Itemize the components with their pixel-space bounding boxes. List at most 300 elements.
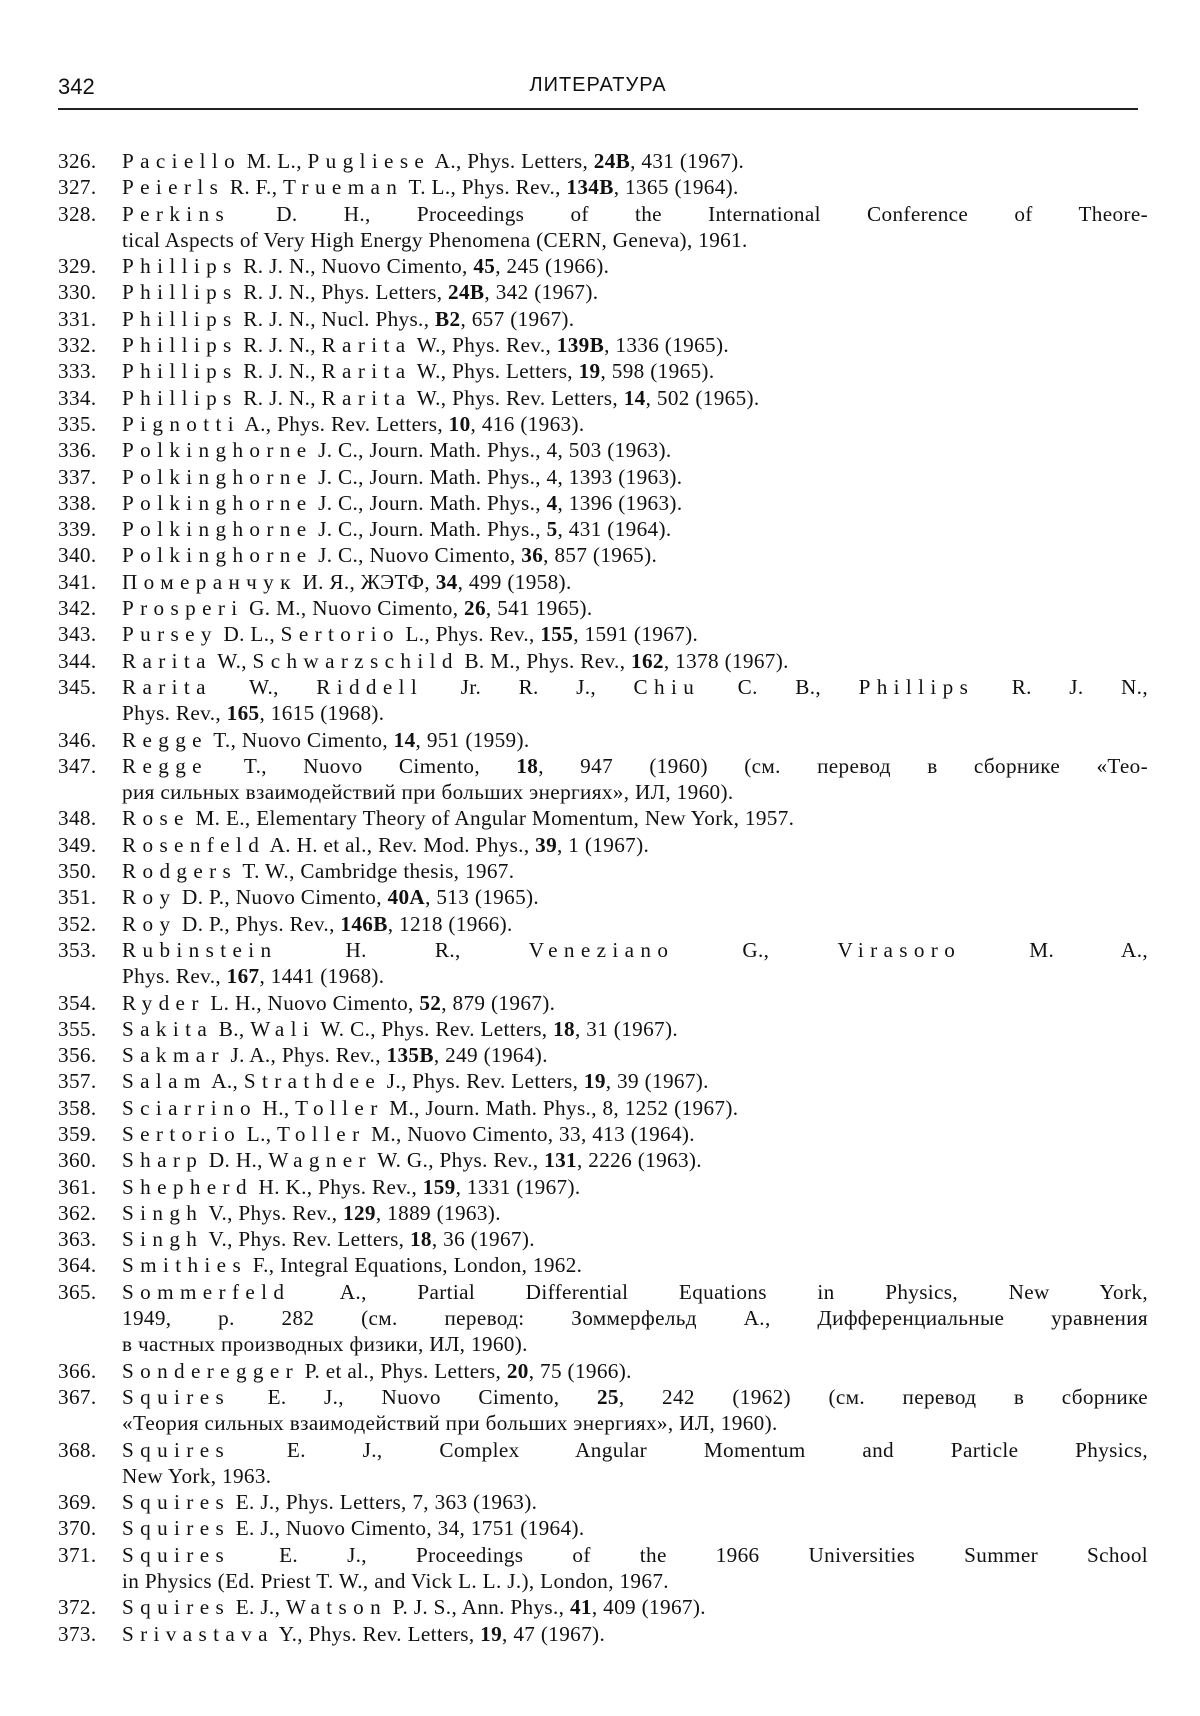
citation-text: T., Nuovo Cimento, bbox=[207, 727, 394, 752]
volume-number: 18 bbox=[553, 1016, 575, 1041]
reference-text bbox=[122, 753, 1148, 806]
author-surname: Squires bbox=[122, 1437, 231, 1462]
reference-entry bbox=[58, 332, 1148, 358]
reference-text bbox=[122, 490, 1148, 516]
reference-number: 352. bbox=[58, 911, 97, 936]
volume-number: 10 bbox=[448, 411, 471, 436]
reference-text bbox=[122, 1621, 1148, 1647]
citation-text: H. R., bbox=[277, 937, 529, 962]
author-surname: Toller bbox=[295, 1095, 384, 1120]
volume-number: 19 bbox=[480, 1621, 503, 1646]
reference-line bbox=[122, 1358, 1148, 1384]
citation-text: рия сильных взаимодействий при больших энергиях», ИЛ, 1960). bbox=[122, 780, 734, 805]
reference-line bbox=[122, 332, 1148, 358]
author-surname: Squires bbox=[122, 1595, 231, 1620]
citation-text: M., Nuovo Cimento, 33, 413 (1964). bbox=[365, 1121, 695, 1146]
reference-line bbox=[122, 1331, 1148, 1357]
page-header bbox=[58, 74, 1138, 110]
volume-number: 19 bbox=[578, 359, 601, 384]
reference-line bbox=[122, 1095, 1148, 1121]
volume-number: 19 bbox=[583, 1069, 606, 1094]
reference-text bbox=[122, 1200, 1148, 1226]
citation-text: E. J., Nuovo Cimento, 34, 1751 (1964). bbox=[230, 1516, 585, 1541]
citation-text: , 499 (1958). bbox=[457, 569, 572, 594]
citation-text: E. J., Complex Angular Momentum and Particle Physics, bbox=[230, 1437, 1148, 1462]
author-surname: Polkinghorne bbox=[122, 517, 313, 542]
reference-number: 364. bbox=[58, 1253, 97, 1278]
reference-number: 367. bbox=[58, 1384, 97, 1409]
citation-text: 1949, p. 282 (см. перевод: Зоммерфельд А., Дифференциальные уравнения bbox=[122, 1306, 1148, 1331]
reference-entry bbox=[58, 1121, 1148, 1147]
volume-number: 131 bbox=[544, 1148, 577, 1173]
citation-text: , 1396 (1963). bbox=[557, 490, 683, 515]
reference-text bbox=[122, 1016, 1148, 1042]
reference-line bbox=[122, 963, 1148, 989]
reference-entry bbox=[58, 1174, 1148, 1200]
reference-number: 340. bbox=[58, 543, 97, 568]
volume-number: 18 bbox=[516, 753, 539, 778]
author-surname: Regge bbox=[122, 753, 208, 778]
reference-text bbox=[122, 1252, 1148, 1278]
reference-entry bbox=[58, 1200, 1148, 1226]
reference-line bbox=[122, 174, 1148, 200]
citation-text: , 431 (1967). bbox=[630, 149, 745, 173]
reference-entry bbox=[58, 1594, 1148, 1620]
citation-text: M. A., bbox=[961, 937, 1148, 962]
author-surname: Veneziano bbox=[528, 937, 675, 962]
reference-line bbox=[122, 1594, 1148, 1620]
reference-number: 351. bbox=[58, 885, 97, 910]
citation-text: F., Integral Equations, London, 1962. bbox=[247, 1253, 583, 1278]
citation-text: R. J. N., bbox=[237, 359, 322, 384]
reference-line bbox=[122, 779, 1148, 805]
reference-line bbox=[122, 358, 1148, 384]
author-surname: Roy bbox=[122, 911, 177, 936]
author-surname: Phillips bbox=[122, 385, 238, 410]
citation-text: , 947 (1960) (см. перевод в сборнике «Тео- bbox=[538, 753, 1149, 778]
reference-line bbox=[122, 516, 1148, 542]
reference-entry bbox=[58, 253, 1148, 279]
author-surname: Rose bbox=[122, 806, 190, 831]
reference-entry bbox=[58, 727, 1148, 753]
reference-text bbox=[122, 805, 1148, 831]
reference-text bbox=[122, 1226, 1148, 1252]
citation-text: A., Phys. Rev. Letters, bbox=[240, 411, 449, 436]
author-surname: Paciello bbox=[122, 149, 242, 173]
citation-text: R. F., bbox=[224, 175, 283, 200]
reference-text bbox=[122, 1279, 1148, 1358]
volume-number: 162 bbox=[631, 648, 664, 673]
citation-text: G., bbox=[674, 937, 838, 962]
citation-text: W., bbox=[211, 648, 253, 673]
author-surname: Polkinghorne bbox=[122, 464, 313, 489]
citation-text: L., Phys. Rev., bbox=[399, 622, 541, 647]
reference-entry bbox=[58, 1016, 1148, 1042]
citation-text: A., Partial Differential Equations in Physics, New York, bbox=[290, 1279, 1148, 1304]
volume-number: B2 bbox=[435, 306, 461, 331]
author-surname: Toller bbox=[277, 1121, 366, 1146]
reference-number: 356. bbox=[58, 1043, 97, 1068]
citation-text: in Physics (Ed. Priest T. W., and Vick L. L. J.), London, 1967. bbox=[122, 1569, 669, 1594]
reference-line bbox=[122, 411, 1148, 437]
author-surname: Rubinstein bbox=[122, 937, 278, 962]
citation-text: T. L., Phys. Rev., bbox=[403, 175, 567, 200]
reference-number: 354. bbox=[58, 990, 97, 1015]
author-surname: Riddell bbox=[316, 674, 424, 699]
volume-number: 139B bbox=[556, 333, 605, 358]
reference-number: 338. bbox=[58, 490, 97, 515]
reference-number: 339. bbox=[58, 517, 97, 542]
volume-number: 134B bbox=[566, 175, 614, 200]
citation-text: D. H., Proceedings of the International Conference of Theore- bbox=[230, 201, 1148, 226]
citation-text: , 1331 (1967). bbox=[455, 1174, 581, 1199]
reference-line bbox=[122, 1515, 1148, 1541]
author-surname: Squires bbox=[122, 1490, 231, 1515]
reference-number: 371. bbox=[58, 1542, 97, 1567]
author-surname: Rarita bbox=[321, 359, 412, 384]
reference-line bbox=[122, 1279, 1148, 1305]
author-surname: Rodgers bbox=[122, 859, 238, 884]
volume-number: 24B bbox=[448, 280, 485, 305]
citation-text: T., Nuovo Cimento, bbox=[207, 753, 517, 778]
citation-text: V., Phys. Rev., bbox=[203, 1200, 344, 1225]
citation-text: , 1591 (1967). bbox=[573, 622, 699, 647]
reference-line bbox=[122, 1305, 1148, 1331]
citation-text: , 541 1965). bbox=[485, 596, 593, 621]
reference-text bbox=[122, 911, 1148, 937]
reference-line bbox=[122, 490, 1148, 516]
reference-entry bbox=[58, 1515, 1148, 1541]
reference-line bbox=[122, 1068, 1148, 1094]
reference-line bbox=[122, 858, 1148, 884]
reference-number: 332. bbox=[58, 333, 97, 358]
author-surname: Rarita bbox=[321, 385, 412, 410]
citation-text: W., Phys. Rev. Letters, bbox=[411, 385, 624, 410]
citation-text: И. Я., ЖЭТФ, bbox=[296, 569, 436, 594]
citation-text: H. K., Phys. Rev., bbox=[252, 1174, 423, 1199]
citation-text: E. J., Nuovo Cimento, bbox=[230, 1384, 597, 1409]
citation-text: , 1365 (1964). bbox=[613, 175, 739, 200]
citation-text: J. C., Journ. Math. Phys., bbox=[312, 490, 547, 515]
reference-entry bbox=[58, 937, 1148, 990]
reference-entry bbox=[58, 884, 1148, 910]
reference-entry bbox=[58, 832, 1148, 858]
reference-number: 330. bbox=[58, 280, 97, 305]
author-surname: Polkinghorne bbox=[122, 543, 313, 568]
volume-number: 4 bbox=[546, 490, 558, 515]
reference-number: 341. bbox=[58, 569, 97, 594]
citation-text: W., bbox=[211, 674, 317, 699]
reference-entry bbox=[58, 1437, 1148, 1490]
reference-text bbox=[122, 358, 1148, 384]
author-surname: Prosperi bbox=[122, 596, 244, 621]
citation-text: , 951 (1959). bbox=[415, 727, 530, 752]
reference-number: 373. bbox=[58, 1621, 97, 1646]
reference-text bbox=[122, 858, 1148, 884]
citation-text: R. J. N., bbox=[974, 674, 1148, 699]
reference-line bbox=[122, 385, 1148, 411]
reference-entry bbox=[58, 1384, 1148, 1437]
reference-line bbox=[122, 1621, 1148, 1647]
author-surname: Sakita bbox=[122, 1016, 214, 1041]
reference-text bbox=[122, 1068, 1148, 1094]
reference-line bbox=[122, 805, 1148, 831]
citation-text: , 75 (1966). bbox=[528, 1358, 632, 1383]
citation-text: в частных производных физики, ИЛ, 1960). bbox=[122, 1332, 528, 1357]
reference-text bbox=[122, 990, 1148, 1016]
reference-entry bbox=[58, 1095, 1148, 1121]
volume-number: 24B bbox=[593, 149, 631, 173]
author-surname: Polkinghorne bbox=[122, 490, 313, 515]
citation-text: , 39 (1967). bbox=[605, 1069, 709, 1094]
reference-line bbox=[122, 1568, 1148, 1594]
citation-text: , 879 (1967). bbox=[441, 990, 556, 1015]
reference-text bbox=[122, 516, 1148, 542]
reference-text bbox=[122, 253, 1148, 279]
citation-text: , 36 (1967). bbox=[431, 1227, 535, 1252]
reference-number: 365. bbox=[58, 1279, 97, 1304]
author-surname: Rarita bbox=[122, 648, 212, 673]
citation-text: , 431 (1964). bbox=[557, 517, 672, 542]
reference-line bbox=[122, 648, 1148, 674]
citation-text: C. B., bbox=[700, 674, 859, 699]
reference-entry bbox=[58, 1542, 1148, 1595]
reference-number: 366. bbox=[58, 1358, 97, 1383]
citation-text: , 409 (1967). bbox=[591, 1595, 706, 1620]
reference-text bbox=[122, 1121, 1148, 1147]
author-surname: Wagner bbox=[268, 1148, 372, 1173]
reference-text bbox=[122, 648, 1148, 674]
author-surname: Sommerfeld bbox=[122, 1279, 291, 1304]
reference-entry bbox=[58, 306, 1148, 332]
reference-entry bbox=[58, 490, 1148, 516]
reference-entry bbox=[58, 148, 1148, 174]
reference-text bbox=[122, 674, 1148, 727]
reference-text bbox=[122, 595, 1148, 621]
reference-number: 336. bbox=[58, 438, 97, 463]
reference-text bbox=[122, 148, 1148, 174]
citation-text: A., Phys. Letters, bbox=[430, 149, 594, 173]
reference-number: 343. bbox=[58, 622, 97, 647]
citation-text: , 47 (1967). bbox=[502, 1621, 606, 1646]
author-surname: Pursey bbox=[122, 622, 218, 647]
author-surname: Pugliese bbox=[307, 149, 431, 173]
reference-line bbox=[122, 569, 1148, 595]
citation-text: , 1 (1967). bbox=[557, 832, 650, 857]
reference-entry bbox=[58, 753, 1148, 806]
citation-text: J., Phys. Rev. Letters, bbox=[381, 1069, 584, 1094]
reference-line bbox=[122, 279, 1148, 305]
author-surname: Strathdee bbox=[243, 1069, 382, 1094]
reference-text bbox=[122, 1515, 1148, 1541]
reference-entry bbox=[58, 516, 1148, 542]
volume-number: 26 bbox=[464, 596, 486, 621]
citation-text: D. H., bbox=[203, 1148, 269, 1173]
citation-text: , 242 (1962) (см. перевод в сборнике bbox=[618, 1384, 1148, 1409]
reference-line bbox=[122, 1463, 1148, 1489]
reference-line bbox=[122, 937, 1148, 963]
reference-text bbox=[122, 174, 1148, 200]
reference-entry bbox=[58, 1489, 1148, 1515]
reference-text bbox=[122, 1147, 1148, 1173]
reference-number: 328. bbox=[58, 201, 97, 226]
reference-number: 363. bbox=[58, 1227, 97, 1252]
reference-entry bbox=[58, 1358, 1148, 1384]
author-surname: Phillips bbox=[122, 333, 238, 358]
reference-line bbox=[122, 1384, 1148, 1410]
citation-text: Y., Phys. Rev. Letters, bbox=[273, 1621, 481, 1646]
reference-line bbox=[122, 437, 1148, 463]
citation-text: , 657 (1967). bbox=[460, 306, 575, 331]
reference-line bbox=[122, 1174, 1148, 1200]
citation-text: , 1441 (1968). bbox=[259, 964, 385, 989]
reference-number: 359. bbox=[58, 1121, 97, 1146]
reference-line bbox=[122, 621, 1148, 647]
reference-entry bbox=[58, 1252, 1148, 1278]
citation-text: E. J., Phys. Letters, 7, 363 (1963). bbox=[230, 1490, 538, 1515]
volume-number: 20 bbox=[506, 1358, 529, 1383]
reference-number: 368. bbox=[58, 1437, 97, 1462]
reference-entry bbox=[58, 911, 1148, 937]
citation-text: «Теория сильных взаимодействий при больших энергиях», ИЛ, 1960). bbox=[122, 1411, 778, 1436]
reference-line bbox=[122, 1252, 1148, 1278]
volume-number: 155 bbox=[540, 622, 574, 647]
volume-number: 129 bbox=[343, 1200, 376, 1225]
author-surname: Perkins bbox=[122, 201, 231, 226]
author-surname: Polkinghorne bbox=[122, 438, 313, 463]
author-surname: Sakmar bbox=[122, 1043, 225, 1068]
author-surname: Squires bbox=[122, 1384, 231, 1409]
citation-text: D. P., Nuovo Cimento, bbox=[176, 885, 388, 910]
reference-text bbox=[122, 1384, 1148, 1437]
reference-number: 327. bbox=[58, 175, 97, 200]
reference-entry bbox=[58, 542, 1148, 568]
citation-text: M. L., bbox=[241, 149, 308, 173]
reference-line bbox=[122, 1147, 1148, 1173]
reference-entry bbox=[58, 648, 1148, 674]
reference-text bbox=[122, 727, 1148, 753]
reference-line bbox=[122, 1121, 1148, 1147]
author-surname: Peierls bbox=[122, 175, 225, 200]
volume-number: 41 bbox=[569, 1595, 592, 1620]
citation-text: R. J. N., Phys. Letters, bbox=[237, 280, 449, 305]
author-surname: Trueman bbox=[283, 175, 404, 200]
author-surname: Phillips bbox=[122, 306, 238, 331]
reference-number: 348. bbox=[58, 806, 97, 831]
citation-text: R. J. N., Nuovo Cimento, bbox=[237, 254, 474, 279]
author-surname: Rarita bbox=[122, 674, 212, 699]
reference-entry bbox=[58, 805, 1148, 831]
reference-line bbox=[122, 700, 1148, 726]
author-surname: Pignotti bbox=[122, 411, 240, 436]
citation-text: , 502 (1965). bbox=[645, 385, 760, 410]
reference-entry bbox=[58, 621, 1148, 647]
citation-text: , 1889 (1963). bbox=[375, 1200, 501, 1225]
reference-entry bbox=[58, 595, 1148, 621]
reference-text bbox=[122, 937, 1148, 990]
reference-text bbox=[122, 332, 1148, 358]
citation-text: W. C., Phys. Rev. Letters, bbox=[315, 1016, 554, 1041]
author-surname: Srivastava bbox=[122, 1621, 274, 1646]
reference-number: 370. bbox=[58, 1516, 97, 1541]
reference-number: 362. bbox=[58, 1200, 97, 1225]
citation-text: V., Phys. Rev. Letters, bbox=[203, 1227, 410, 1252]
volume-number: 159 bbox=[422, 1174, 456, 1199]
reference-entry bbox=[58, 1042, 1148, 1068]
reference-text bbox=[122, 1358, 1148, 1384]
citation-text: W. G., Phys. Rev., bbox=[371, 1148, 545, 1173]
author-surname: Regge bbox=[122, 727, 208, 752]
citation-text: B. M., Phys. Rev., bbox=[458, 648, 632, 673]
citation-text: , 1615 (1968). bbox=[259, 701, 385, 726]
reference-line bbox=[122, 911, 1148, 937]
citation-text: , 1378 (1967). bbox=[663, 648, 789, 673]
citation-text: R. J. N., Nucl. Phys., bbox=[237, 306, 435, 331]
reference-entry bbox=[58, 1621, 1148, 1647]
reference-line bbox=[122, 990, 1148, 1016]
reference-text bbox=[122, 385, 1148, 411]
citation-text: Jr. R. J., bbox=[423, 674, 634, 699]
citation-text: T. W., Cambridge thesis, 1967. bbox=[237, 859, 515, 884]
reference-entry bbox=[58, 411, 1148, 437]
reference-line bbox=[122, 253, 1148, 279]
reference-entry bbox=[58, 674, 1148, 727]
author-surname: Sciarrino bbox=[122, 1095, 257, 1120]
reference-entry bbox=[58, 1226, 1148, 1252]
reference-line bbox=[122, 148, 1148, 174]
reference-number: 353. bbox=[58, 937, 97, 962]
reference-entry bbox=[58, 279, 1148, 305]
citation-text: D. L., bbox=[217, 622, 281, 647]
citation-text: M., Journ. Math. Phys., 8, 1252 (1967). bbox=[383, 1095, 739, 1120]
author-surname: Ryder bbox=[122, 990, 205, 1015]
reference-text bbox=[122, 306, 1148, 332]
citation-text: , 416 (1963). bbox=[470, 411, 585, 436]
reference-number: 350. bbox=[58, 859, 97, 884]
citation-text: Phys. Rev., bbox=[122, 964, 227, 989]
author-surname: Phillips bbox=[122, 254, 238, 279]
reference-line bbox=[122, 832, 1148, 858]
reference-entry bbox=[58, 1147, 1148, 1173]
reference-line bbox=[122, 884, 1148, 910]
citation-text: J. C., Journ. Math. Phys., bbox=[312, 517, 547, 542]
reference-number: 346. bbox=[58, 727, 97, 752]
author-surname: Schwarzschild bbox=[252, 648, 459, 673]
author-surname: Squires bbox=[122, 1542, 231, 1567]
volume-number: 5 bbox=[546, 517, 558, 542]
volume-number: 146B bbox=[340, 911, 388, 936]
reference-number: 360. bbox=[58, 1148, 97, 1173]
author-surname: Salam bbox=[122, 1069, 207, 1094]
citation-text: New York, 1963. bbox=[122, 1463, 272, 1488]
reference-line bbox=[122, 674, 1148, 700]
citation-text: , 1336 (1965). bbox=[604, 333, 730, 358]
citation-text: , 249 (1964). bbox=[433, 1043, 548, 1068]
reference-line bbox=[122, 227, 1148, 253]
volume-number: 165 bbox=[226, 701, 260, 726]
author-surname: Померанчук bbox=[122, 569, 297, 594]
reference-number: 334. bbox=[58, 385, 97, 410]
reference-number: 355. bbox=[58, 1016, 97, 1041]
volume-number: 40A bbox=[387, 885, 426, 910]
volume-number: 45 bbox=[473, 254, 496, 279]
volume-number: 25 bbox=[596, 1384, 619, 1409]
author-surname: Singh bbox=[122, 1227, 204, 1252]
reference-text bbox=[122, 1042, 1148, 1068]
reference-number: 369. bbox=[58, 1490, 97, 1515]
author-surname: Wali bbox=[250, 1016, 316, 1041]
citation-text: , 1218 (1966). bbox=[387, 911, 513, 936]
